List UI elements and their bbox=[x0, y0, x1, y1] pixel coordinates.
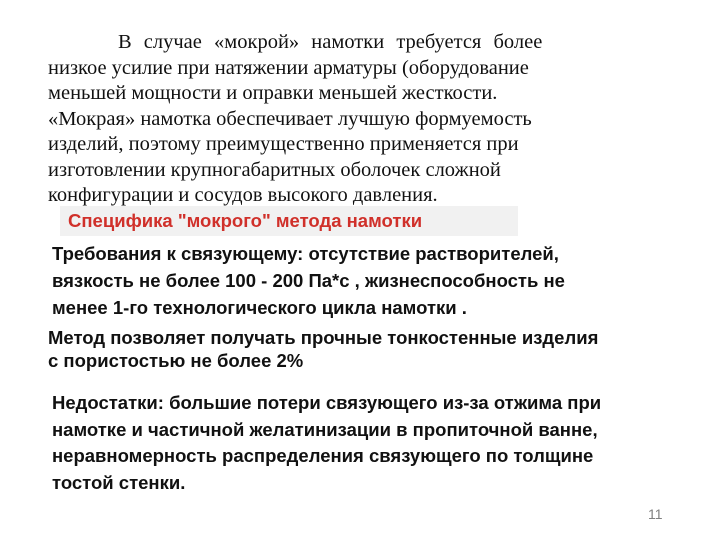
drawbacks-line: неравномерность распределения связующего по толщине bbox=[52, 445, 594, 466]
intro-line: «Мокрая» намотка обеспечивает лучшую формуемость bbox=[48, 107, 532, 130]
intro-paragraph bbox=[48, 30, 542, 209]
intro-line: конфигурации и сосудов высокого давления. bbox=[48, 184, 438, 206]
intro-line: изготовлении крупногабаритных оболочек сложной bbox=[48, 158, 501, 181]
drawbacks-line: тостой стенки. bbox=[52, 471, 186, 493]
intro-line: низкое усилие при натяжении арматуры (оборудование bbox=[48, 56, 529, 79]
requirements-line: менее 1-го технологического цикла намотки . bbox=[52, 297, 467, 318]
method-paragraph bbox=[48, 326, 598, 372]
page-number: 11 bbox=[648, 506, 663, 522]
requirements-line: Требования к связующему: отсутствие растворителей, bbox=[52, 243, 559, 264]
requirements-line: вязкость не более 100 - 200 Па*с , жизнеспособность не bbox=[52, 270, 565, 291]
method-line: с пористостью не более 2% bbox=[48, 350, 304, 371]
requirements-paragraph bbox=[52, 240, 565, 321]
drawbacks-line: Недостатки: большие потери связующего из-за отжима при bbox=[52, 392, 602, 413]
intro-line: изделий, поэтому преимущественно применяется при bbox=[48, 133, 519, 155]
method-line: Метод позволяет получать прочные тонкостенные изделия bbox=[48, 327, 599, 348]
section-heading: Специфика "мокрого" метода намотки bbox=[60, 206, 518, 236]
intro-line: В случае «мокрой» намотки требуется более bbox=[118, 31, 543, 53]
intro-line: меньшей мощности и оправки меньшей жесткости. bbox=[48, 82, 498, 104]
drawbacks-paragraph bbox=[52, 390, 601, 496]
drawbacks-line: намотке и частичной желатинизации в пропиточной ванне, bbox=[52, 418, 598, 440]
